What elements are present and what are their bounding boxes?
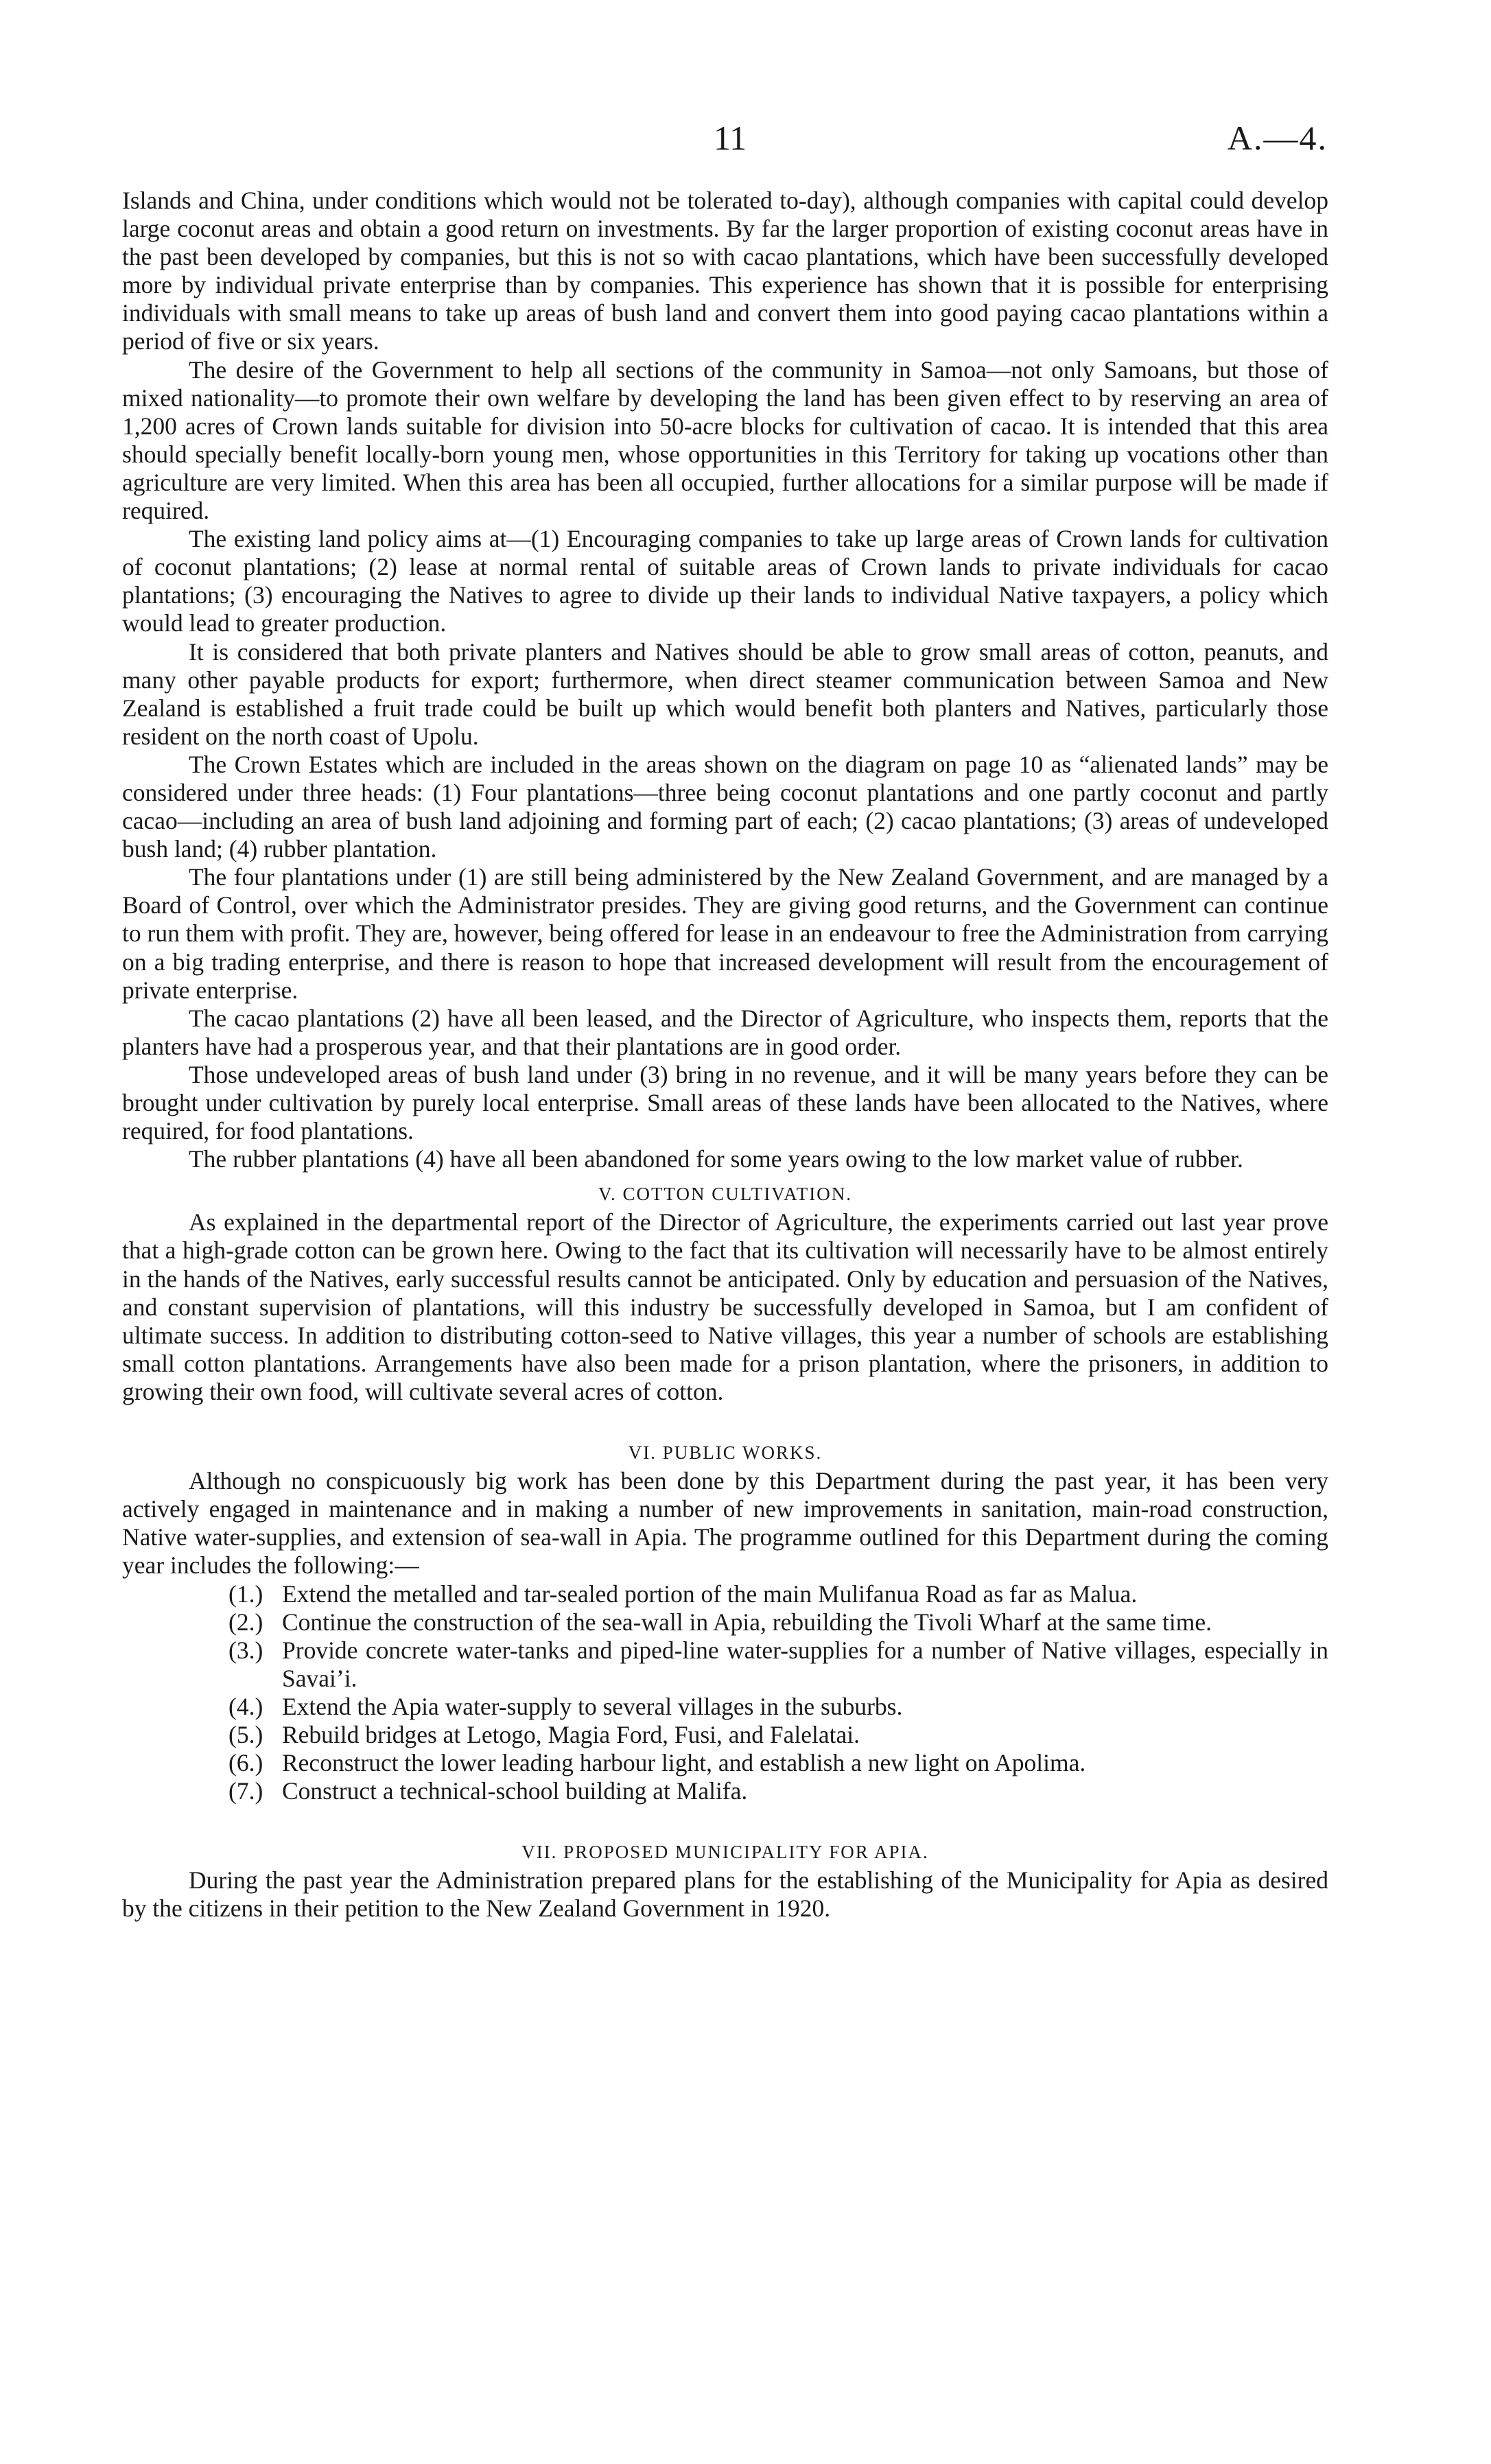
- list-item: [122, 1777, 1328, 1805]
- paragraph-continued: Islands and China, under conditions which would not be tolerated to-day), although companies with capital could develop large coconut areas and obtain a good return on investments. By far the larger proportion of existing coconut areas have in the past been developed by companies, but this is not so with cacao plantations, which have been successfully developed more by individual private enterprise than by companies. This experience has shown that it is possible for enterprising individuals with small means to take up areas of bush land and convert them into good paying cacao plantations within a period of five or six years.: [122, 187, 1328, 355]
- paragraph: As explained in the departmental report of the Director of Agriculture, the experiments carried out last year prove that a high-grade cotton can be grown here. Owing to the fact that its cultivation will necessarily have to be almost entirely in the hands of the Natives, early successful results cannot be anticipated. Only by education and persuasion of the Natives, and constant supervision of plantations, will this industry be successfully developed in Samoa, but I am confident of ultimate success. In addition to distributing cotton-seed to Native villages, this year a number of schools are establishing small cotton plantations. Arrangements have also been made for a prison plantation, where the prisoners, in addition to growing their own food, will cultivate several acres of cotton.: [122, 1208, 1328, 1405]
- list-item: [122, 1693, 1328, 1721]
- list-item: [122, 1749, 1328, 1777]
- list-item-number: (1.): [228, 1580, 263, 1608]
- programme-list: [122, 1580, 1328, 1806]
- paragraph: The Crown Estates which are included in the areas shown on the diagram on page 10 as “alienated lands” may be considered under three heads: (1) Four plantations—three being coconut plantations and one partly coconut and partly cacao—including an area of bush land adjoining and forming part of each; (2) cacao plantations; (3) areas of undeveloped bush land; (4) rubber plantation.: [122, 750, 1328, 863]
- list-item-number: (2.): [228, 1608, 263, 1636]
- list-item-text: Provide concrete water-tanks and piped-line water-supplies for a number of Native villages, especially in Savai’i.: [282, 1636, 1328, 1692]
- list-item-number: (7.): [228, 1777, 263, 1805]
- list-item: [122, 1636, 1328, 1693]
- paragraph: During the past year the Administration prepared plans for the establishing of the Municipality for Apia as desired by the citizens in their petition to the New Zealand Government in 1920.: [122, 1866, 1328, 1923]
- list-item-text: Continue the construction of the sea-wall in Apia, rebuilding the Tivoli Wharf at the same time.: [282, 1608, 1212, 1636]
- list-item-number: (4.): [228, 1692, 263, 1720]
- list-item-number: (3.): [228, 1636, 263, 1664]
- paragraph: Although no conspicuously big work has been done by this Department during the past year, it has been very actively engaged in maintenance and in making a number of new improvements in sanitation, main-road construction, Native water-supplies, and extension of sea-wall in Apia. The programme outlined for this Department during the coming year includes the following:—: [122, 1467, 1328, 1580]
- list-item-text: Reconstruct the lower leading harbour light, and establish a new light on Apolima.: [282, 1749, 1086, 1777]
- document-code: A.—4.: [1227, 119, 1328, 157]
- paragraph: The existing land policy aims at—(1) Encouraging companies to take up large areas of Crown lands for cultivation of coconut plantations; (2) lease at normal rental of suitable areas of Crown lands to private individuals for cacao plantations; (3) encouraging the Natives to agree to divide up their lands to individual Native taxpayers, a policy which would lead to greater production.: [122, 525, 1328, 637]
- list-item-number: (5.): [228, 1720, 263, 1748]
- list-item: [122, 1721, 1328, 1749]
- section-heading-public-works: VI. PUBLIC WORKS.: [628, 1442, 823, 1464]
- paragraph: It is considered that both private planters and Natives should be able to grow small areas of cotton, peanuts, and many other payable products for export; furthermore, when direct steamer communication between Samoa and New Zealand is established a fruit trade could be built up which would benefit both planters and Natives, particularly those resident on the north coast of Upolu.: [122, 637, 1328, 750]
- section-heading-cotton: V. COTTON CULTIVATION.: [598, 1184, 853, 1205]
- paragraph: The desire of the Government to help all sections of the community in Samoa—not only Samoans, but those of mixed nationality—to promote their own welfare by developing the land has been given effect to by reserving an area of 1,200 acres of Crown lands suitable for division into 50-acre blocks for cultivation of cacao. It is intended that this area should specially benefit locally-born young men, whose opportunities in this Territory for taking up vocations other than agriculture are very limited. When this area has been all occupied, further allocations for a similar purpose will be made if required.: [122, 355, 1328, 525]
- list-item: [122, 1608, 1328, 1636]
- paragraph: The four plantations under (1) are still being administered by the New Zealand Government, and are managed by a Board of Control, over which the Administrator presides. They are giving good returns, and the Government can continue to run them with profit. They are, however, being offered for lease in an endeavour to free the Administration from carrying on a big trading enterprise, and there is reason to hope that increased development will result from the encouragement of private enterprise.: [122, 863, 1328, 1004]
- list-item-text: Extend the Apia water-supply to several villages in the suburbs.: [282, 1692, 903, 1720]
- list-item-text: Rebuild bridges at Letogo, Magia Ford, Fusi, and Falelatai.: [282, 1720, 860, 1748]
- page-header: [0, 118, 1491, 166]
- list-item-number: (6.): [228, 1749, 263, 1777]
- page-number: 11: [714, 119, 747, 157]
- paragraph: Those undeveloped areas of bush land under (3) bring in no revenue, and it will be many years before they can be brought under cultivation by purely local enterprise. Small areas of these lands have been allocated to the Natives, where required, for food plantations.: [122, 1060, 1328, 1145]
- document-body: [122, 187, 1328, 1923]
- paragraph: The cacao plantations (2) have all been leased, and the Director of Agriculture, who inspects them, reports that the planters have had a prosperous year, and that their plantations are in good order.: [122, 1004, 1328, 1060]
- list-item-text: Extend the metalled and tar-sealed portion of the main Mulifanua Road as far as Malua.: [282, 1580, 1138, 1608]
- section-heading-municipality: VII. PROPOSED MUNICIPALITY FOR APIA.: [521, 1842, 929, 1863]
- paragraph: The rubber plantations (4) have all been abandoned for some years owing to the low market value of rubber.: [189, 1145, 1243, 1173]
- list-item: [122, 1580, 1328, 1608]
- list-item-text: Construct a technical-school building at Malifa.: [282, 1777, 748, 1805]
